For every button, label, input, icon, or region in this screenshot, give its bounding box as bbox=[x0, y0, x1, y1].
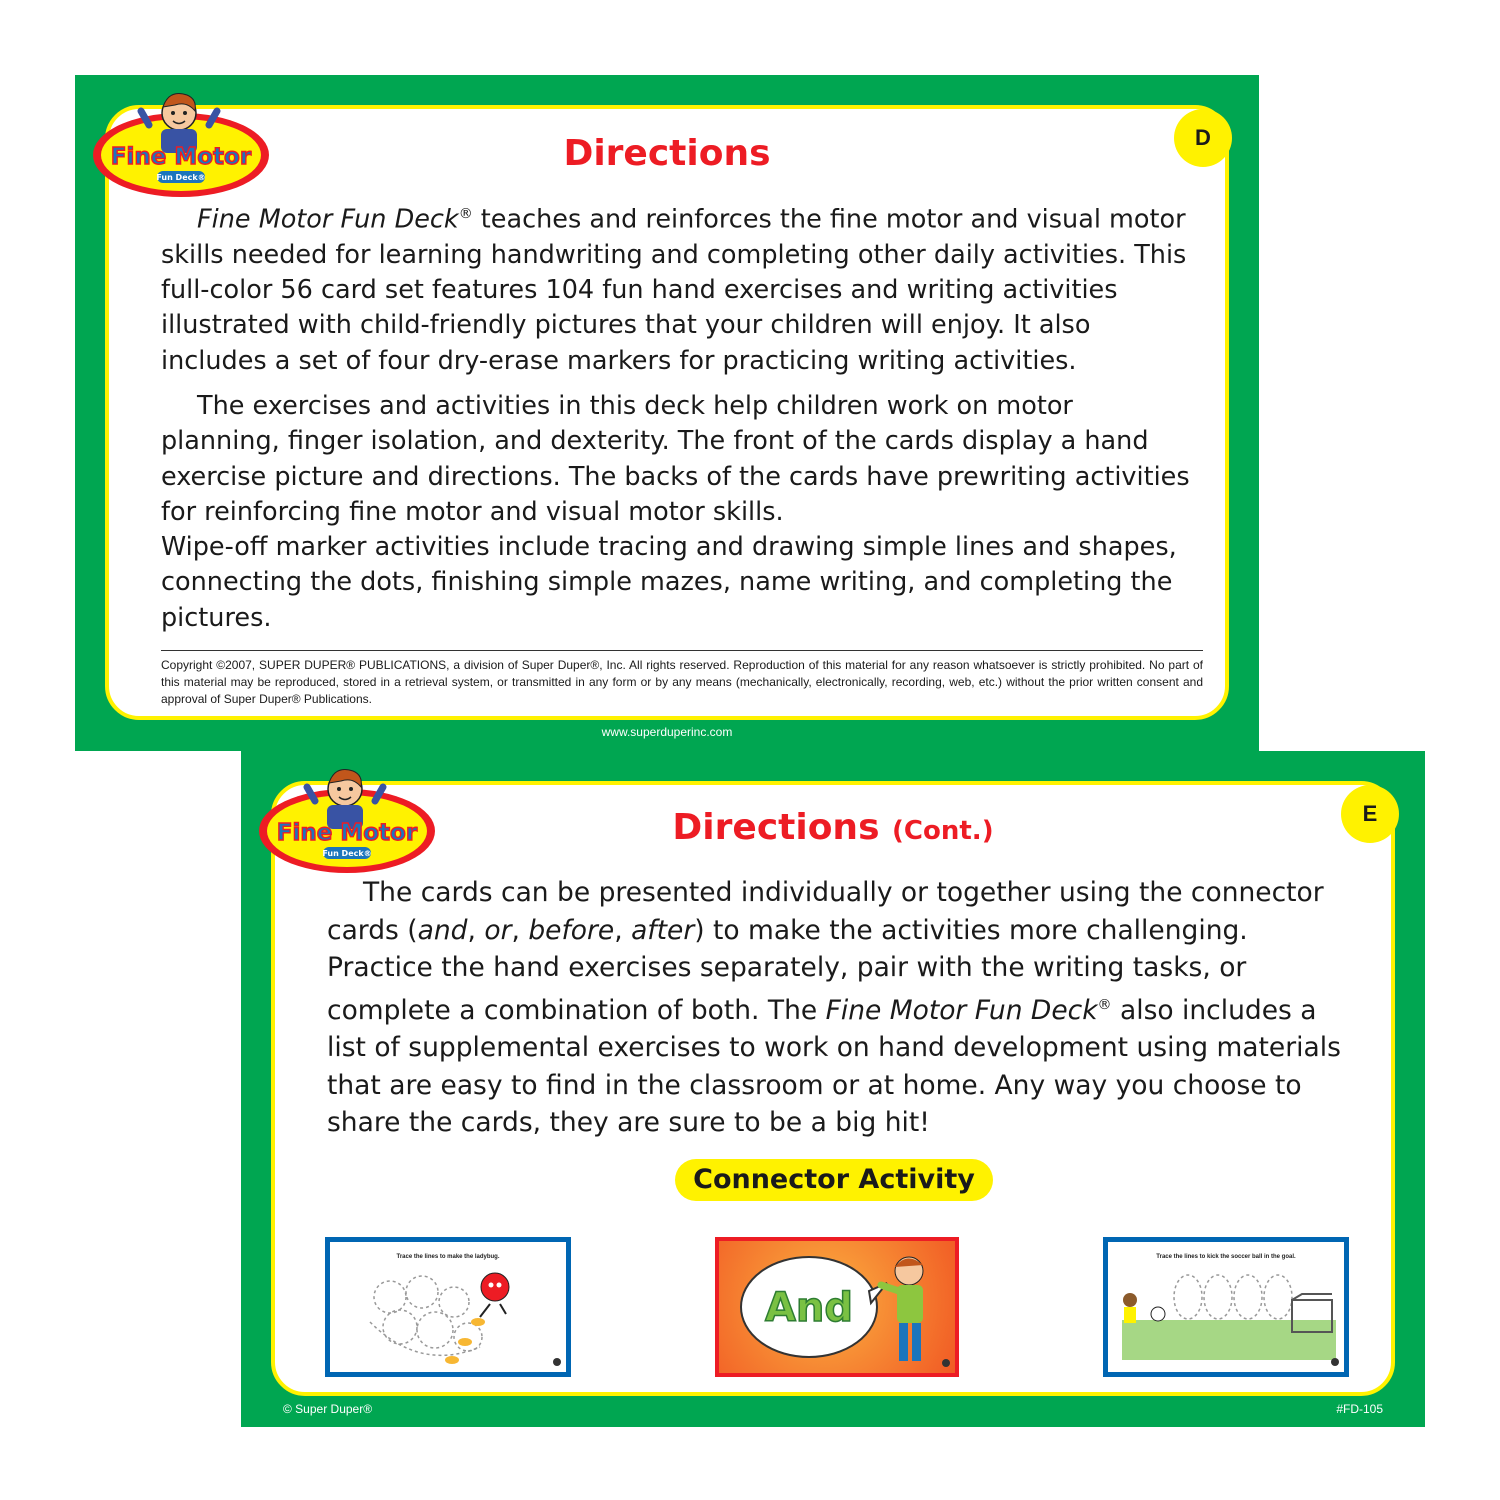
website-link[interactable]: www.superduperinc.com bbox=[601, 725, 733, 739]
connector-activity-label: Connector Activity bbox=[675, 1159, 993, 1201]
page-title: Directions bbox=[563, 133, 771, 174]
paragraph-3: Wipe-off marker activities include tracing and drawing simple lines and shapes, connecting the dots, finishing simple mazes, name writing, and completing the pictures. bbox=[161, 532, 1177, 633]
card-e-panel bbox=[271, 781, 1395, 1396]
svg-text:And: And bbox=[764, 1285, 854, 1331]
mini-card-and bbox=[715, 1237, 959, 1377]
paragraph-1: Fine Motor Fun Deck® teaches and reinforces the fine motor and visual motor skills needed for learning handwriting and completing other daily activities. This full-color 56 card set features 104 fun hand exercises and writing activities illustrated with child-friendly pictures that your children will enjoy. It also includes a set of four dry-erase markers for practicing writing activities. bbox=[161, 204, 1187, 376]
svg-text:Fun Deck®: Fun Deck® bbox=[156, 173, 206, 182]
mini-card-ladybug: Trace the lines to make the ladybug. bbox=[325, 1237, 571, 1377]
boy-pointing-icon bbox=[881, 1257, 923, 1361]
card-d-panel bbox=[105, 105, 1229, 720]
card-e-body bbox=[327, 874, 1347, 1142]
page-title: Directions (Cont.) bbox=[672, 807, 994, 848]
fine-motor-logo bbox=[89, 85, 273, 200]
footer-product-code: #FD-105 bbox=[1336, 1402, 1383, 1416]
copyright-divider bbox=[161, 650, 1203, 651]
card-d-body bbox=[161, 197, 1191, 636]
fine-motor-logo bbox=[255, 761, 439, 876]
footer-brand: © Super Duper® bbox=[283, 1402, 373, 1416]
card-letter-badge: E bbox=[1341, 785, 1399, 843]
svg-text:Fine Motor: Fine Motor bbox=[276, 820, 418, 846]
svg-text:Fine Motor: Fine Motor bbox=[110, 144, 252, 170]
soccer-tracing-icon bbox=[1108, 1242, 1344, 1372]
paragraph-1: The cards can be presented individually or together using the connector cards (and, or, before, after) to make the activities more challenging. Practice the hand exercises separately, pair with the writing tasks, or complete a combination of both. The Fine Motor Fun Deck® also includes a list of supplemental exercises to work on hand development using materials that are easy to find in the classroom or at home. Any way you choose to share the cards, they are sure to be a big hit! bbox=[327, 877, 1341, 1139]
ladybug-tracing-icon bbox=[330, 1242, 566, 1372]
copyright-text: Copyright ©2007, SUPER DUPER® PUBLICATIONS, a division of Super Duper®, Inc. All rights reserved. Reproduction of this material for any reason whatsoever is strictly prohibited. No part of this material may be reproduced, stored in a retrieval system, or transmitted in any form or by any means (mechanically, electronically, recording, web, etc.) without the prior written consent and approval of Super Duper® Publications. bbox=[161, 658, 1203, 706]
paragraph-2: The exercises and activities in this deck help children work on motor planning, finger isolation, and dexterity. The front of the cards display a hand exercise picture and directions. The backs of the cards have prewriting activities for reinforcing fine motor and visual motor skills. bbox=[161, 390, 1190, 527]
card-letter-badge: D bbox=[1174, 109, 1232, 167]
card-d bbox=[75, 75, 1259, 751]
speech-bubble-icon bbox=[719, 1241, 955, 1373]
svg-text:Fun Deck®: Fun Deck® bbox=[322, 849, 372, 858]
mini-card-soccer: Trace the lines to kick the soccer ball in the goal. bbox=[1103, 1237, 1349, 1377]
card-e bbox=[241, 751, 1425, 1427]
